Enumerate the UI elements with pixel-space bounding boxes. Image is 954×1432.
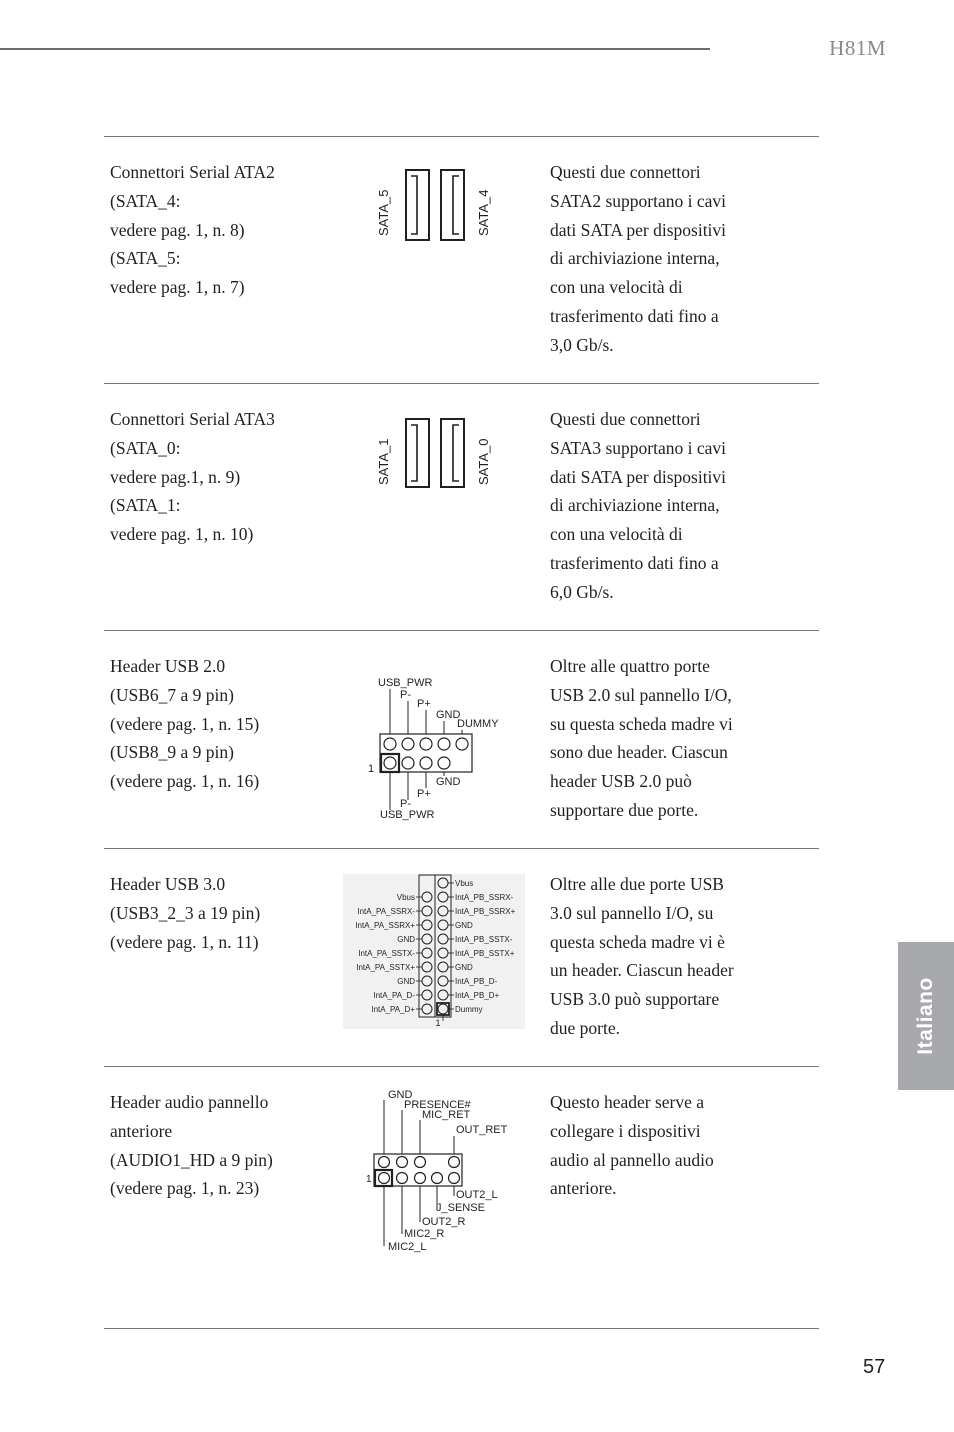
pin-label: GND bbox=[436, 776, 461, 788]
pin-label: Vbus bbox=[455, 879, 474, 888]
usb3-header-diagram bbox=[343, 874, 525, 1029]
pin-label: GND bbox=[455, 921, 473, 930]
pin-label: IntA_PB_SSTX- bbox=[455, 935, 513, 944]
table-rule-top bbox=[104, 136, 819, 137]
connector-description: Connettori Serial ATA3 (SATA_0: vedere pag.1, n. 9) (SATA_1: vedere pag. 1, n. 10) bbox=[110, 409, 275, 545]
pin-label: GND bbox=[397, 977, 415, 986]
pin-label: P+ bbox=[417, 788, 431, 800]
connector-explanation: Oltre alle due porte USB 3.0 sul pannello I/O, su questa scheda madre vi è un header. Ciascun header USB 3.0 può supportare due porte. bbox=[550, 874, 734, 1038]
pin-label: IntA_PB_D+ bbox=[455, 991, 500, 1000]
table-rule bbox=[104, 848, 819, 849]
pin-label: IntA_PA_SSTX- bbox=[358, 949, 415, 958]
pin-label: P+ bbox=[417, 698, 431, 710]
language-tab-label: Italiano bbox=[914, 977, 938, 1055]
pin-label: OUT2_L bbox=[456, 1189, 498, 1201]
pin-label: DUMMY bbox=[457, 718, 499, 730]
sata-label: SATA_1 bbox=[376, 438, 391, 485]
pin-label: IntA_PB_SSRX+ bbox=[455, 907, 516, 916]
pin1-marker: 1 bbox=[366, 1174, 372, 1185]
pin-label: OUT_RET bbox=[456, 1124, 508, 1136]
pin-label: GND bbox=[388, 1089, 413, 1101]
pin-label: IntA_PA_SSRX+ bbox=[355, 921, 415, 930]
connector-explanation: Questo header serve a collegare i dispositivi audio al pannello audio anteriore. bbox=[550, 1092, 714, 1199]
header-rule bbox=[0, 48, 710, 50]
sata-label: SATA_4 bbox=[476, 189, 491, 236]
pin-label: J_SENSE bbox=[436, 1202, 485, 1214]
pin-label: USB_PWR bbox=[380, 809, 435, 821]
connector-description: Header USB 3.0 (USB3_2_3 a 19 pin) (vedere pag. 1, n. 11) bbox=[110, 874, 261, 952]
pin-label: IntA_PA_SSRX- bbox=[357, 907, 415, 916]
pin-label: IntA_PB_D- bbox=[455, 977, 498, 986]
pin-label: IntA_PA_D- bbox=[373, 991, 415, 1000]
table-rule bbox=[104, 383, 819, 384]
pin-label: GND bbox=[397, 935, 415, 944]
sata-label: SATA_5 bbox=[376, 189, 391, 236]
pin-label: P- bbox=[400, 798, 411, 810]
pin1-marker: 1 bbox=[368, 763, 375, 775]
connector-description: Header USB 2.0 (USB6_7 a 9 pin) (vedere pag. 1, n. 15) (USB8_9 a 9 pin) (vedere pag. 1, n. 16) bbox=[110, 656, 260, 792]
sata-label: SATA_0 bbox=[476, 438, 491, 485]
model-name: H81M bbox=[829, 36, 886, 60]
language-tab bbox=[898, 942, 954, 1090]
pin-label: P- bbox=[400, 689, 411, 701]
pin-label: GND bbox=[455, 963, 473, 972]
audio-header-diagram bbox=[366, 1086, 516, 1256]
pin-label: GND bbox=[436, 709, 461, 721]
pin-label: IntA_PB_SSTX+ bbox=[455, 949, 515, 958]
pin-label: PRESENCE# bbox=[404, 1099, 471, 1111]
pin-label: MIC2_R bbox=[404, 1228, 445, 1240]
pin-label: IntA_PB_SSRX- bbox=[455, 893, 514, 902]
pin-label: IntA_PA_SSTX+ bbox=[356, 963, 415, 972]
table-rule-bottom bbox=[104, 1328, 819, 1329]
connector-explanation: Questi due connettori SATA3 supportano i cavi dati SATA per dispositivi di archiviazione interna, con una velocità di trasferimento dati fino a 6,0 Gb/s. bbox=[550, 409, 727, 602]
pin-label: MIC_RET bbox=[422, 1109, 471, 1121]
page-number: 57 bbox=[863, 1356, 886, 1378]
pin-label: MIC2_L bbox=[388, 1241, 427, 1253]
pin-label: IntA_PA_D+ bbox=[371, 1005, 415, 1014]
connector-description: Connettori Serial ATA2 (SATA_4: vedere pag. 1, n. 8) (SATA_5: vedere pag. 1, n. 7) bbox=[110, 162, 275, 298]
table-rule bbox=[104, 1066, 819, 1067]
connector-explanation: Questi due connettori SATA2 supportano i cavi dati SATA per dispositivi di archiviazione interna, con una velocità di trasferimento dati fino a 3,0 Gb/s. bbox=[550, 162, 727, 355]
table-rule bbox=[104, 630, 819, 631]
pin-label: Dummy bbox=[455, 1005, 483, 1014]
connector-description: Header audio pannello anteriore (AUDIO1_HD a 9 pin) (vedere pag. 1, n. 23) bbox=[110, 1092, 273, 1199]
pin-label: USB_PWR bbox=[378, 677, 433, 689]
connector-explanation: Oltre alle quattro porte USB 2.0 sul pannello I/O, su questa scheda madre vi sono due header. Ciascun header USB 2.0 può supportare due porte. bbox=[550, 656, 733, 820]
sata2-connector-diagram bbox=[372, 166, 502, 246]
usb2-header-diagram bbox=[362, 672, 512, 822]
pin1-marker: 1 bbox=[435, 1018, 441, 1028]
pin-label: Vbus bbox=[396, 893, 415, 902]
pin-label: OUT2_R bbox=[422, 1216, 466, 1228]
sata3-connector-diagram bbox=[372, 413, 502, 493]
